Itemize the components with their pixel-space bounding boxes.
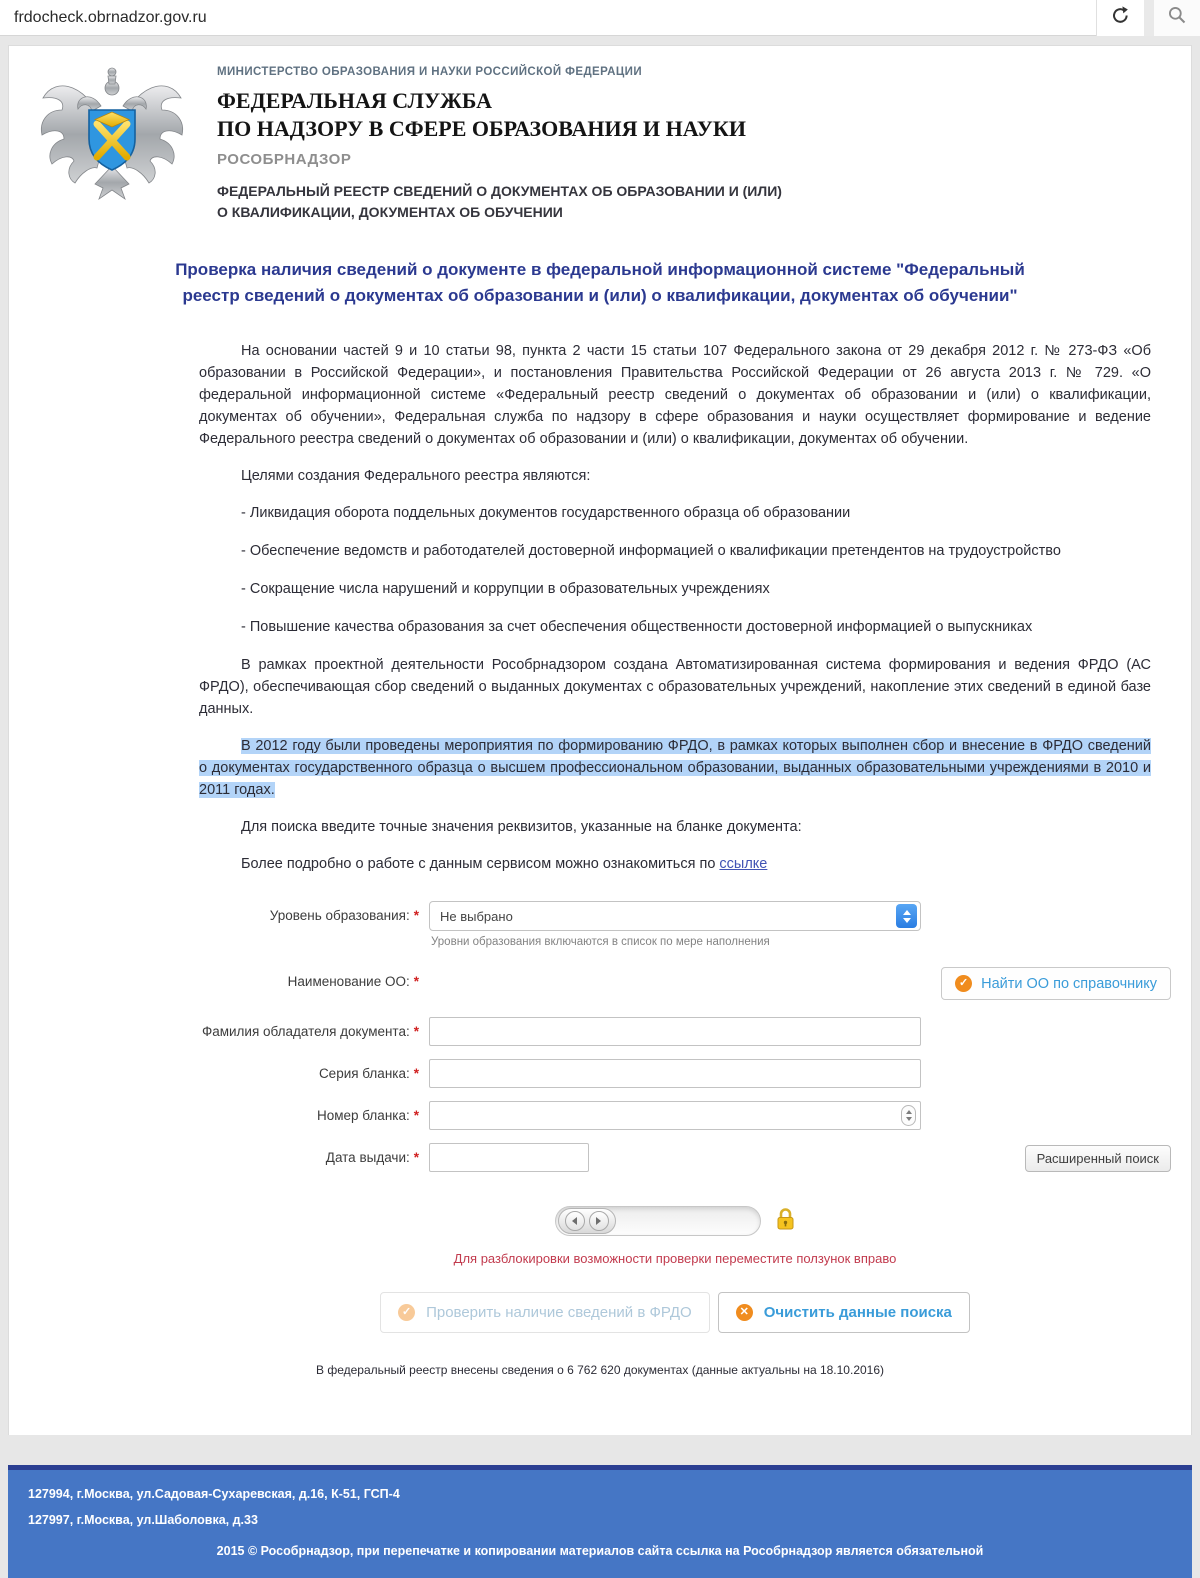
surname-input[interactable]	[429, 1017, 921, 1046]
service-name: ФЕДЕРАЛЬНАЯ СЛУЖБА ПО НАДЗОРУ В СФЕРЕ ОБРАЗОВАНИЯ И НАУКИ	[217, 88, 746, 141]
goal-item: - Повышение качества образования за счет обеспечения общественности достоверной информацией о выпускниках	[241, 618, 1033, 635]
issue-date-input[interactable]	[429, 1143, 589, 1172]
page-title: Проверка наличия сведений о документе в федеральной информационной системе "Федеральный реестр сведений о документах об образовании и (или) о квалификации, документах об обучении"	[175, 260, 1025, 306]
rosobrnadzor-emblem-icon	[37, 60, 187, 206]
reload-icon	[1110, 5, 1131, 31]
browser-search-button[interactable]	[1144, 0, 1200, 36]
page-content	[8, 45, 1192, 1435]
unlock-slider-handle[interactable]	[558, 1208, 616, 1234]
site-header	[9, 46, 1191, 223]
goals-intro: Целями создания Федерального реестра являются:	[241, 467, 591, 484]
goal-item: - Обеспечение ведомств и работодателей достоверной информацией о квалификации претендентов на трудоустройство	[241, 542, 1061, 559]
reload-button[interactable]	[1096, 0, 1144, 36]
site-footer	[8, 1465, 1192, 1578]
org-name-label: Наименование ОО: *	[287, 974, 419, 990]
unlock-hint: Для разблокировки возможности проверки переместите ползунок вправо	[453, 1251, 897, 1267]
education-level-label: Уровень образования: *	[269, 908, 419, 924]
number-label: Номер бланка: *	[317, 1108, 419, 1124]
check-circle-icon: ✓	[398, 1304, 415, 1321]
frdo-search-form	[19, 901, 1171, 1172]
search-instruction: Для поиска введите точные значения реквизитов, указанные на бланке документа:	[241, 819, 802, 836]
registry-name: ФЕДЕРАЛЬНЫЙ РЕЕСТР СВЕДЕНИЙ О ДОКУМЕНТАХ ОБ ОБРАЗОВАНИИ И (ИЛИ) О КВАЛИФИКАЦИИ, ДОКУМЕНТАХ ОБ ОБУЧЕНИИ	[217, 183, 782, 220]
surname-label: Фамилия обладателя документа: *	[201, 1024, 419, 1040]
registry-stats: В федеральный реестр внесены сведения о 6 762 620 документах (данные актуальны на 18.10.2016)	[315, 1363, 885, 1378]
form-row-number	[19, 1101, 1171, 1130]
required-asterisk: *	[413, 1024, 419, 1040]
form-row-surname	[19, 1017, 1171, 1046]
clear-search-button[interactable]: ✕ Очистить данные поиска	[718, 1292, 970, 1333]
issue-date-label: Дата выдачи: *	[325, 1150, 419, 1166]
slider-left-arrow-button[interactable]	[565, 1211, 585, 1231]
footer-copyright: 2015 © Рособрнадзор, при перепечатке и копировании материалов сайта ссылка на Рособрнадзор является обязательной	[216, 1544, 984, 1559]
unlock-slider-track[interactable]	[555, 1206, 761, 1236]
education-level-value: Не выбрано	[440, 908, 513, 924]
number-spinner-icon[interactable]	[901, 1105, 916, 1126]
check-circle-icon: ✓	[955, 975, 972, 992]
service-info-link[interactable]: ссылке	[719, 856, 768, 873]
unlock-slider-block	[199, 1206, 1151, 1266]
footer-address-2: 127997, г.Москва, ул.Шаболовка, д.33	[28, 1513, 258, 1528]
check-frdo-button[interactable]: ✓ Проверить наличие сведений в ФРДО	[380, 1292, 710, 1333]
clear-circle-icon: ✕	[736, 1304, 753, 1321]
series-input[interactable]	[429, 1059, 921, 1088]
form-row-series	[19, 1059, 1171, 1088]
goal-item: - Сокращение числа нарушений и коррупции в образовательных учреждениях	[241, 580, 770, 597]
form-row-education-level	[19, 901, 1171, 948]
required-asterisk: *	[413, 1108, 419, 1124]
advanced-search-button[interactable]: Расширенный поиск	[1025, 1145, 1171, 1172]
document-text	[199, 340, 1151, 876]
required-asterisk: *	[413, 974, 419, 990]
form-row-org-name	[19, 967, 1171, 1000]
find-org-button[interactable]: ✓ Найти ОО по справочнику	[941, 967, 1171, 1000]
short-name: РОСОБРНАДЗОР	[217, 151, 352, 168]
search-icon	[1167, 5, 1187, 30]
education-level-select[interactable]	[429, 901, 921, 931]
header-text-block	[217, 60, 782, 223]
paragraph-legal-basis: На основании частей 9 и 10 статьи 98, пункта 2 части 15 статьи 107 Федерального закона от 29 декабря 2012 г. № 273-ФЗ «Об образовании в Российской Федерации», и постановления Правительства Российской Федерации от 26 августа 2013 г. № 729. «О федеральной информационной системе «Федеральный реестр сведений о документах об образовании и (или) о квалификации, документах об обучении», Федеральная служба по надзору в сфере образования и науки осуществляет формирование и ведение Федерального реестра сведений о документах об образовании и (или) о квалификации, документах об обучении.	[199, 342, 1151, 447]
more-info-line: Более подробно о работе с данным сервисом можно ознакомиться по ссылке	[241, 856, 768, 873]
required-asterisk: *	[413, 1066, 419, 1082]
browser-address-bar	[0, 0, 1200, 36]
slider-right-arrow-button[interactable]	[589, 1211, 609, 1231]
form-row-issue-date	[19, 1143, 1171, 1172]
education-level-hint: Уровни образования включаются в список по мере наполнения	[431, 936, 770, 949]
form-actions	[199, 1292, 1151, 1333]
number-input[interactable]	[429, 1101, 921, 1130]
goal-item: - Ликвидация оборота поддельных документов государственного образца об образовании	[241, 504, 851, 521]
paragraph-as-frdo: В рамках проектной деятельности Рособрнадзором создана Автоматизированная система формирования и ведения ФРДО (АС ФРДО), обеспечивающая сбор сведений о выданных документах с образовательных учреждений, накопление этих сведений в единой базе данных.	[199, 657, 1151, 718]
highlighted-text: В 2012 году были проведены мероприятия по формированию ФРДО, в рамках которых выполнен сбор и внесение в ФРДО сведений о документах государственного образца о высшем профессиональном образовании, выданных образовательными учреждениями в 2010 и 2011 годах.	[199, 738, 1151, 799]
paragraph-highlighted	[199, 735, 1151, 801]
required-asterisk: *	[413, 908, 419, 924]
required-asterisk: *	[413, 1150, 419, 1166]
footer-address-1: 127994, г.Москва, ул.Садовая-Сухаревская, д.16, К-51, ГСП-4	[28, 1487, 400, 1502]
address-url[interactable]: frdocheck.obrnadzor.gov.ru	[14, 8, 207, 26]
lock-icon	[775, 1207, 796, 1236]
ministry-line: МИНИСТЕРСТВО ОБРАЗОВАНИЯ И НАУКИ РОССИЙСКОЙ ФЕДЕРАЦИИ	[217, 66, 643, 78]
select-spinner-icon[interactable]	[896, 904, 917, 928]
series-label: Серия бланка: *	[318, 1066, 419, 1082]
